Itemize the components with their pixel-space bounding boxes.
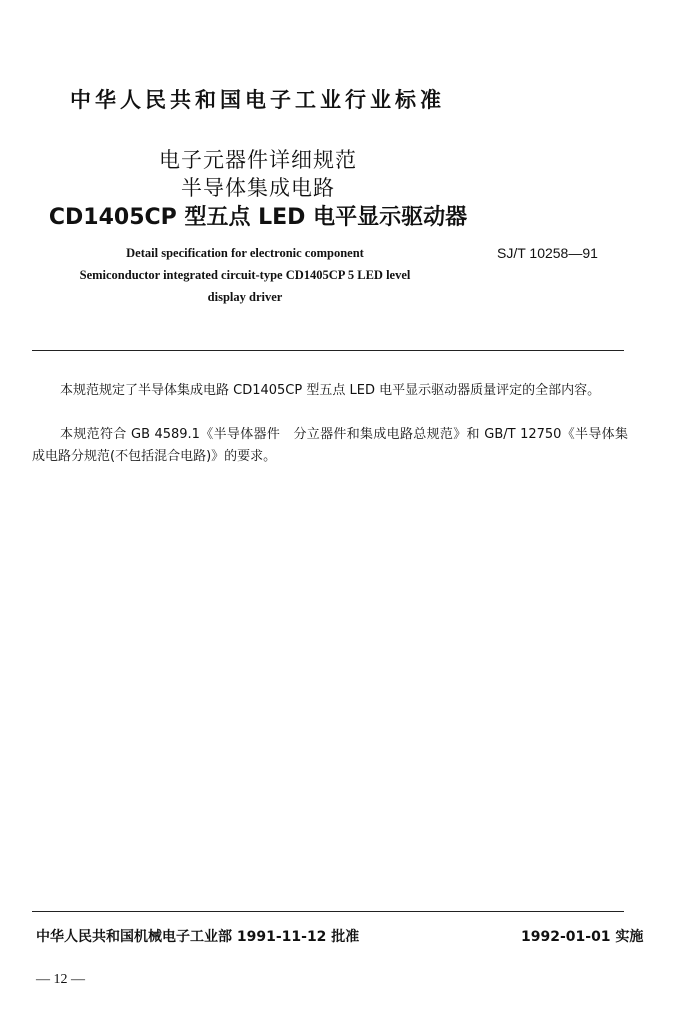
issuer-header: 中华人民共和国电子工业行业标准 bbox=[70, 88, 445, 112]
approval-line: 中华人民共和国机械电子工业部 1991-11-12 批准 bbox=[36, 929, 360, 945]
body-paragraph-1 bbox=[32, 380, 628, 402]
paragraph-conformance: 本规范符合 GB 4589.1《半导体器件 分立器件和集成电路总规范》和 GB/T 12750《半导体集成电路分规范(不包括混合电路)》的要求。 bbox=[32, 427, 628, 464]
body-paragraph-2 bbox=[32, 424, 628, 468]
title-en-line1: Detail specification for electronic component bbox=[126, 246, 364, 260]
bottom-divider bbox=[32, 911, 624, 912]
title-en-line3: display driver bbox=[207, 290, 283, 304]
title-cn-line1: 电子元器件详细规范 bbox=[159, 148, 357, 172]
title-cn-line3: CD1405CP 型五点 LED 电平显示驱动器 bbox=[48, 205, 468, 230]
page-number: — 12 — bbox=[36, 972, 85, 987]
paragraph-scope: 本规范规定了半导体集成电路 CD1405CP 型五点 LED 电平显示驱动器质量评定的全部内容。 bbox=[60, 383, 601, 398]
title-cn-line2: 半导体集成电路 bbox=[181, 176, 335, 200]
effective-date: 1992-01-01 实施 bbox=[521, 929, 644, 945]
title-en-line2: Semiconductor integrated circuit-type CD1405CP 5 LED level bbox=[79, 268, 411, 282]
standard-number: SJ/T 10258—91 bbox=[497, 245, 598, 261]
top-divider bbox=[32, 350, 624, 351]
